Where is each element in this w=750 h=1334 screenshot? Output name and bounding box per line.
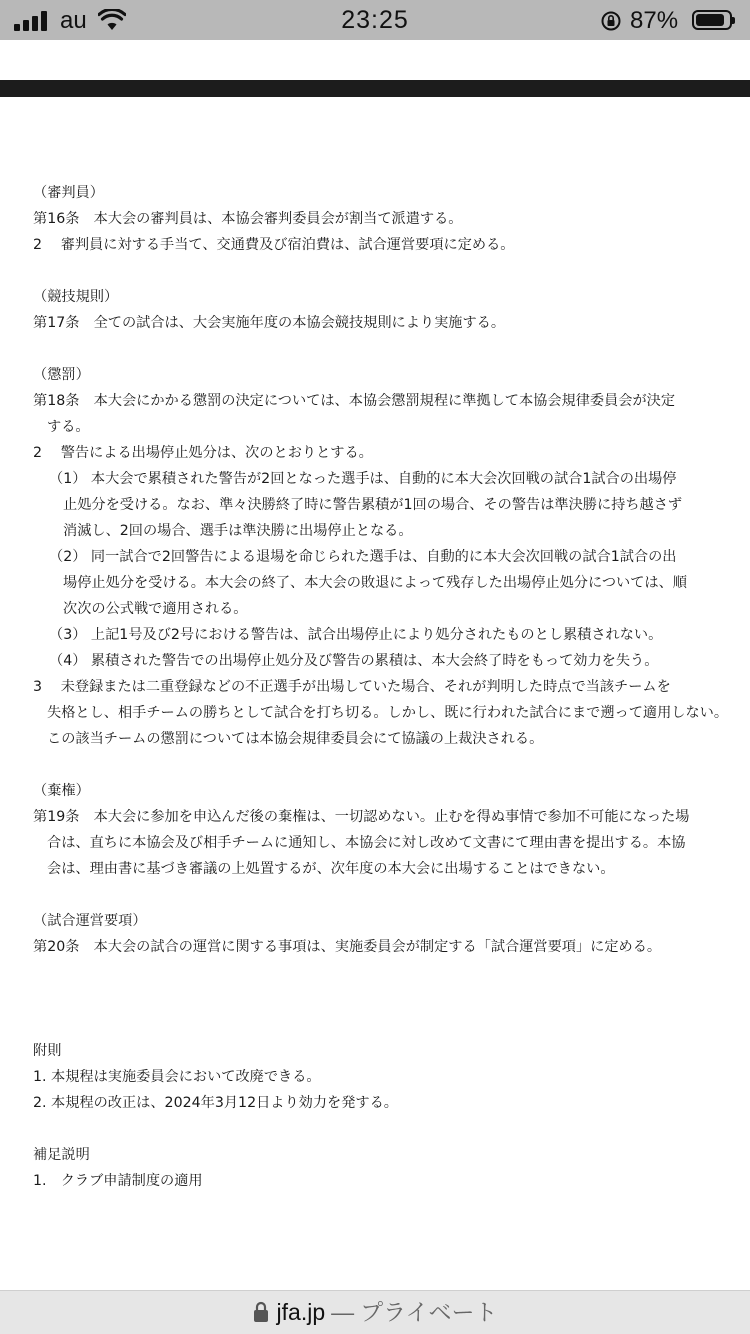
paragraph-gap [33,336,733,362]
url-separator: — [331,1299,355,1325]
text-line: 合は、直ちに本協会及び相手チームに通知し、本協会に対し改めて文書にて理由書を提出する。本協 [47,835,686,851]
paragraph-gap [33,1116,733,1142]
text-line: （1） 本大会で累積された警告が2回となった選手は、自動的に本大会次回戦の試合1試合の出場停 [49,471,677,487]
text-line: 第18条 本大会にかかる懲罰の決定については、本協会懲罰規程に準拠して本協会規律委員会が決定 [33,393,676,409]
paragraph-gap [33,882,733,908]
regulation-text [33,180,733,1194]
text-line: 失格とし、相手チームの勝ちとして試合を打ち切る。しかし、既に行われた試合にまで遡って適用しない。 [47,705,729,721]
text-line: 第16条 本大会の審判員は、本協会審判委員会が割当て派遣する。 [33,211,463,227]
text-line: 1. クラブ申請制度の適用 [33,1173,203,1189]
status-bar [0,0,750,40]
carrier-name: au [60,7,87,34]
text-line: 第20条 本大会の試合の運営に関する事項は、実施委員会が制定する「試合運営要項」に定める。 [33,939,662,955]
text-line: 2 警告による出場停止処分は、次のとおりとする。 [33,445,373,461]
text-line: （棄権） [33,783,90,799]
text-line: （審判員） [33,185,104,201]
text-line: 3 未登録または二重登録などの不正選手が出場していた場合、それが判明した時点で当該チームを [33,679,671,695]
text-line: （試合運営要項） [33,913,147,929]
text-line: 第17条 全ての試合は、大会実施年度の本協会競技規則により実施する。 [33,315,506,331]
text-line: 次次の公式戦で適用される。 [63,601,248,617]
text-line: 1. 本規程は実施委員会において改廃できる。 [33,1069,321,1085]
text-line: 2. 本規程の改正は、2024年3月12日より効力を発する。 [33,1095,398,1111]
paragraph-gap [33,752,733,778]
url-domain: jfa.jp [276,1299,326,1325]
battery-icon [692,10,732,30]
address-bar[interactable] [0,1290,750,1334]
site-header-bar [0,80,750,97]
paragraph-gap [33,258,733,284]
paragraph-gap [33,1012,733,1038]
text-line: （懲罰） [33,367,90,383]
text-line: この該当チームの懲罰については本協会規律委員会にて協議の上裁決される。 [47,731,544,747]
status-time: 23:25 [341,6,409,34]
text-line: 補足説明 [33,1147,90,1163]
text-line: 止処分を受ける。なお、準々決勝終了時に警告累積が1回の場合、その警告は準決勝に持ち越さず [63,497,683,513]
text-line: （3） 上記1号及び2号における警告は、試合出場停止により処分されたものとし累積されない。 [49,627,663,643]
text-line: 場停止処分を受ける。本大会の終了、本大会の敗退によって残存した出場停止処分については、順 [63,575,687,591]
text-line: （4） 累積された警告での出場停止処分及び警告の累積は、本大会終了時をもって効力を失う。 [49,653,659,669]
text-line: する。 [47,419,90,435]
text-line: 第19条 本大会に参加を申込んだ後の棄権は、一切認めない。止むを得ぬ事情で参加不可能になった場 [33,809,690,825]
battery-fill [696,14,724,26]
private-mode-label: プライベート [360,1299,498,1325]
text-line: 会は、理由書に基づき審議の上処置するが、次年度の本大会に出場することはできない。 [47,861,615,877]
paragraph-gap [33,960,733,986]
paragraph-gap [33,986,733,1012]
lock-icon [253,1301,269,1323]
text-line: 2 審判員に対する手当て、交通費及び宿泊費は、試合運営要項に定める。 [33,237,515,253]
orientation-lock-icon [600,10,622,32]
text-line: （2） 同一試合で2回警告による退場を命じられた選手は、自動的に本大会次回戦の試合1試合の出 [49,549,677,565]
text-line: 附則 [33,1043,62,1059]
battery-percent: 87% [630,7,679,34]
text-line: （競技規則） [33,289,119,305]
text-line: 消滅し、2回の場合、選手は準決勝に出場停止となる。 [63,523,413,539]
